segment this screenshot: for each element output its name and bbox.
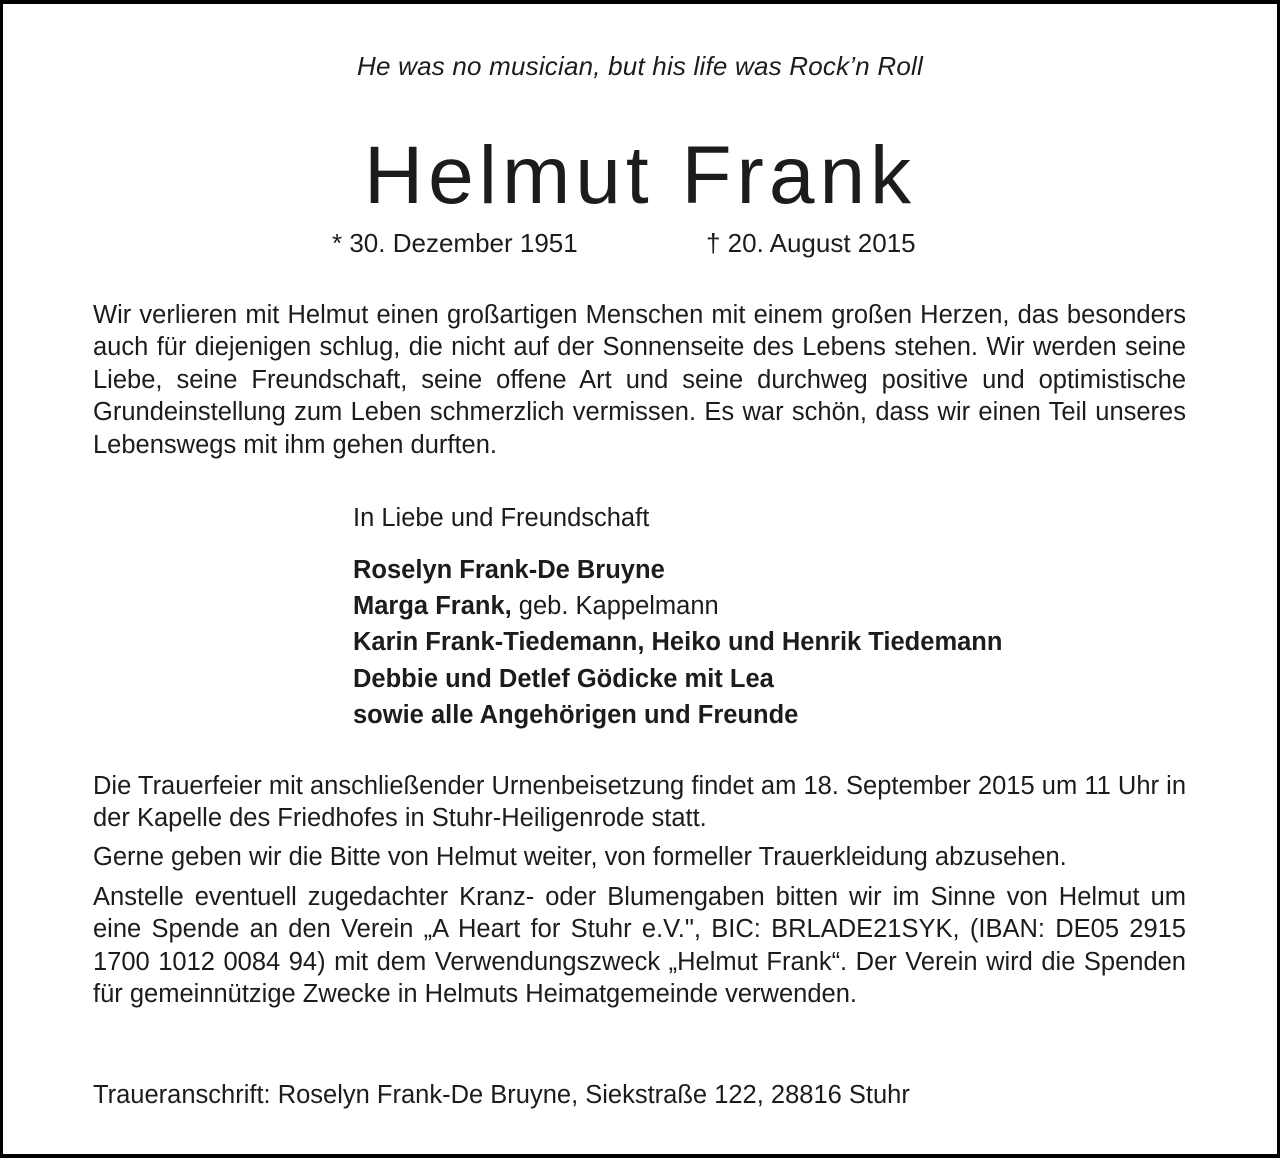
dress-code-paragraph: Gerne geben wir die Bitte von Helmut weiter, von formeller Trauerkleidung abzusehen. [93, 843, 1067, 871]
mourner-line [353, 661, 1002, 697]
mourner-name: Karin Frank-Tiedemann, Heiko und Henrik Tiedemann [353, 628, 1003, 657]
mourner-note: geb. Kappelmann [511, 592, 719, 621]
mourner-line [353, 624, 1002, 660]
signoff: In Liebe und Freundschaft [353, 504, 650, 532]
mourner-line [353, 552, 1002, 588]
intro-paragraph: Wir verlieren mit Helmut einen großartigen Menschen mit einem großen Herzen, das besonders auch für diejenigen schlug, die nicht auf der Sonnenseite des Lebens stehen. Wir werden seine Liebe, seine Freundschaft, seine offene Art und seine durchweg positive und optimistische Grundeinstellung zum Leben schmerzlich vermissen. Es war schön, dass wir einen Teil unseres Lebenswegs mit ihm gehen durften. [93, 301, 1186, 459]
mourner-line [353, 697, 1002, 733]
mourner-name: Debbie und Detlef Gödicke mit Lea [353, 664, 774, 693]
mourner-line [353, 588, 1002, 624]
donation-paragraph: Anstelle eventuell zugedachter Kranz- oder Blumengaben bitten wir im Sinne von Helmut um eine Spende an den Verein „A Heart for Stuhr e.V.", BIC: BRLADE21SYK, (IBAN: DE05 2915 1700 1012 0084 94) mit dem Verwendungszweck „Helmut Frank“. Der Verein wird die Spenden für gemeinnützige Zwecke in Helmuts Heimatgemeinde verwenden. [93, 883, 1186, 1009]
funeral-paragraph: Die Trauerfeier mit anschließender Urnenbeisetzung findet am 18. September 2015 um 11 Uhr in der Kapelle des Friedhofes in Stuhr-Heiligenrode statt. [93, 772, 1186, 833]
motto: He was no musician, but his life was Rock’n Roll [357, 51, 923, 81]
mourner-name: Marga Frank, [353, 592, 512, 621]
mourning-address: Traueranschrift: Roselyn Frank-De Bruyne, Siekstraße 122, 28816 Stuhr [93, 1081, 910, 1109]
mourners-list [353, 552, 1002, 733]
mourner-name: sowie alle Angehörigen und Freunde [353, 700, 799, 729]
mourner-name: Roselyn Frank-De Bruyne [353, 556, 665, 584]
birth-date: * 30. Dezember 1951 [332, 228, 578, 258]
deceased-name: Helmut Frank [363, 130, 917, 221]
death-date: † 20. August 2015 [706, 228, 916, 258]
